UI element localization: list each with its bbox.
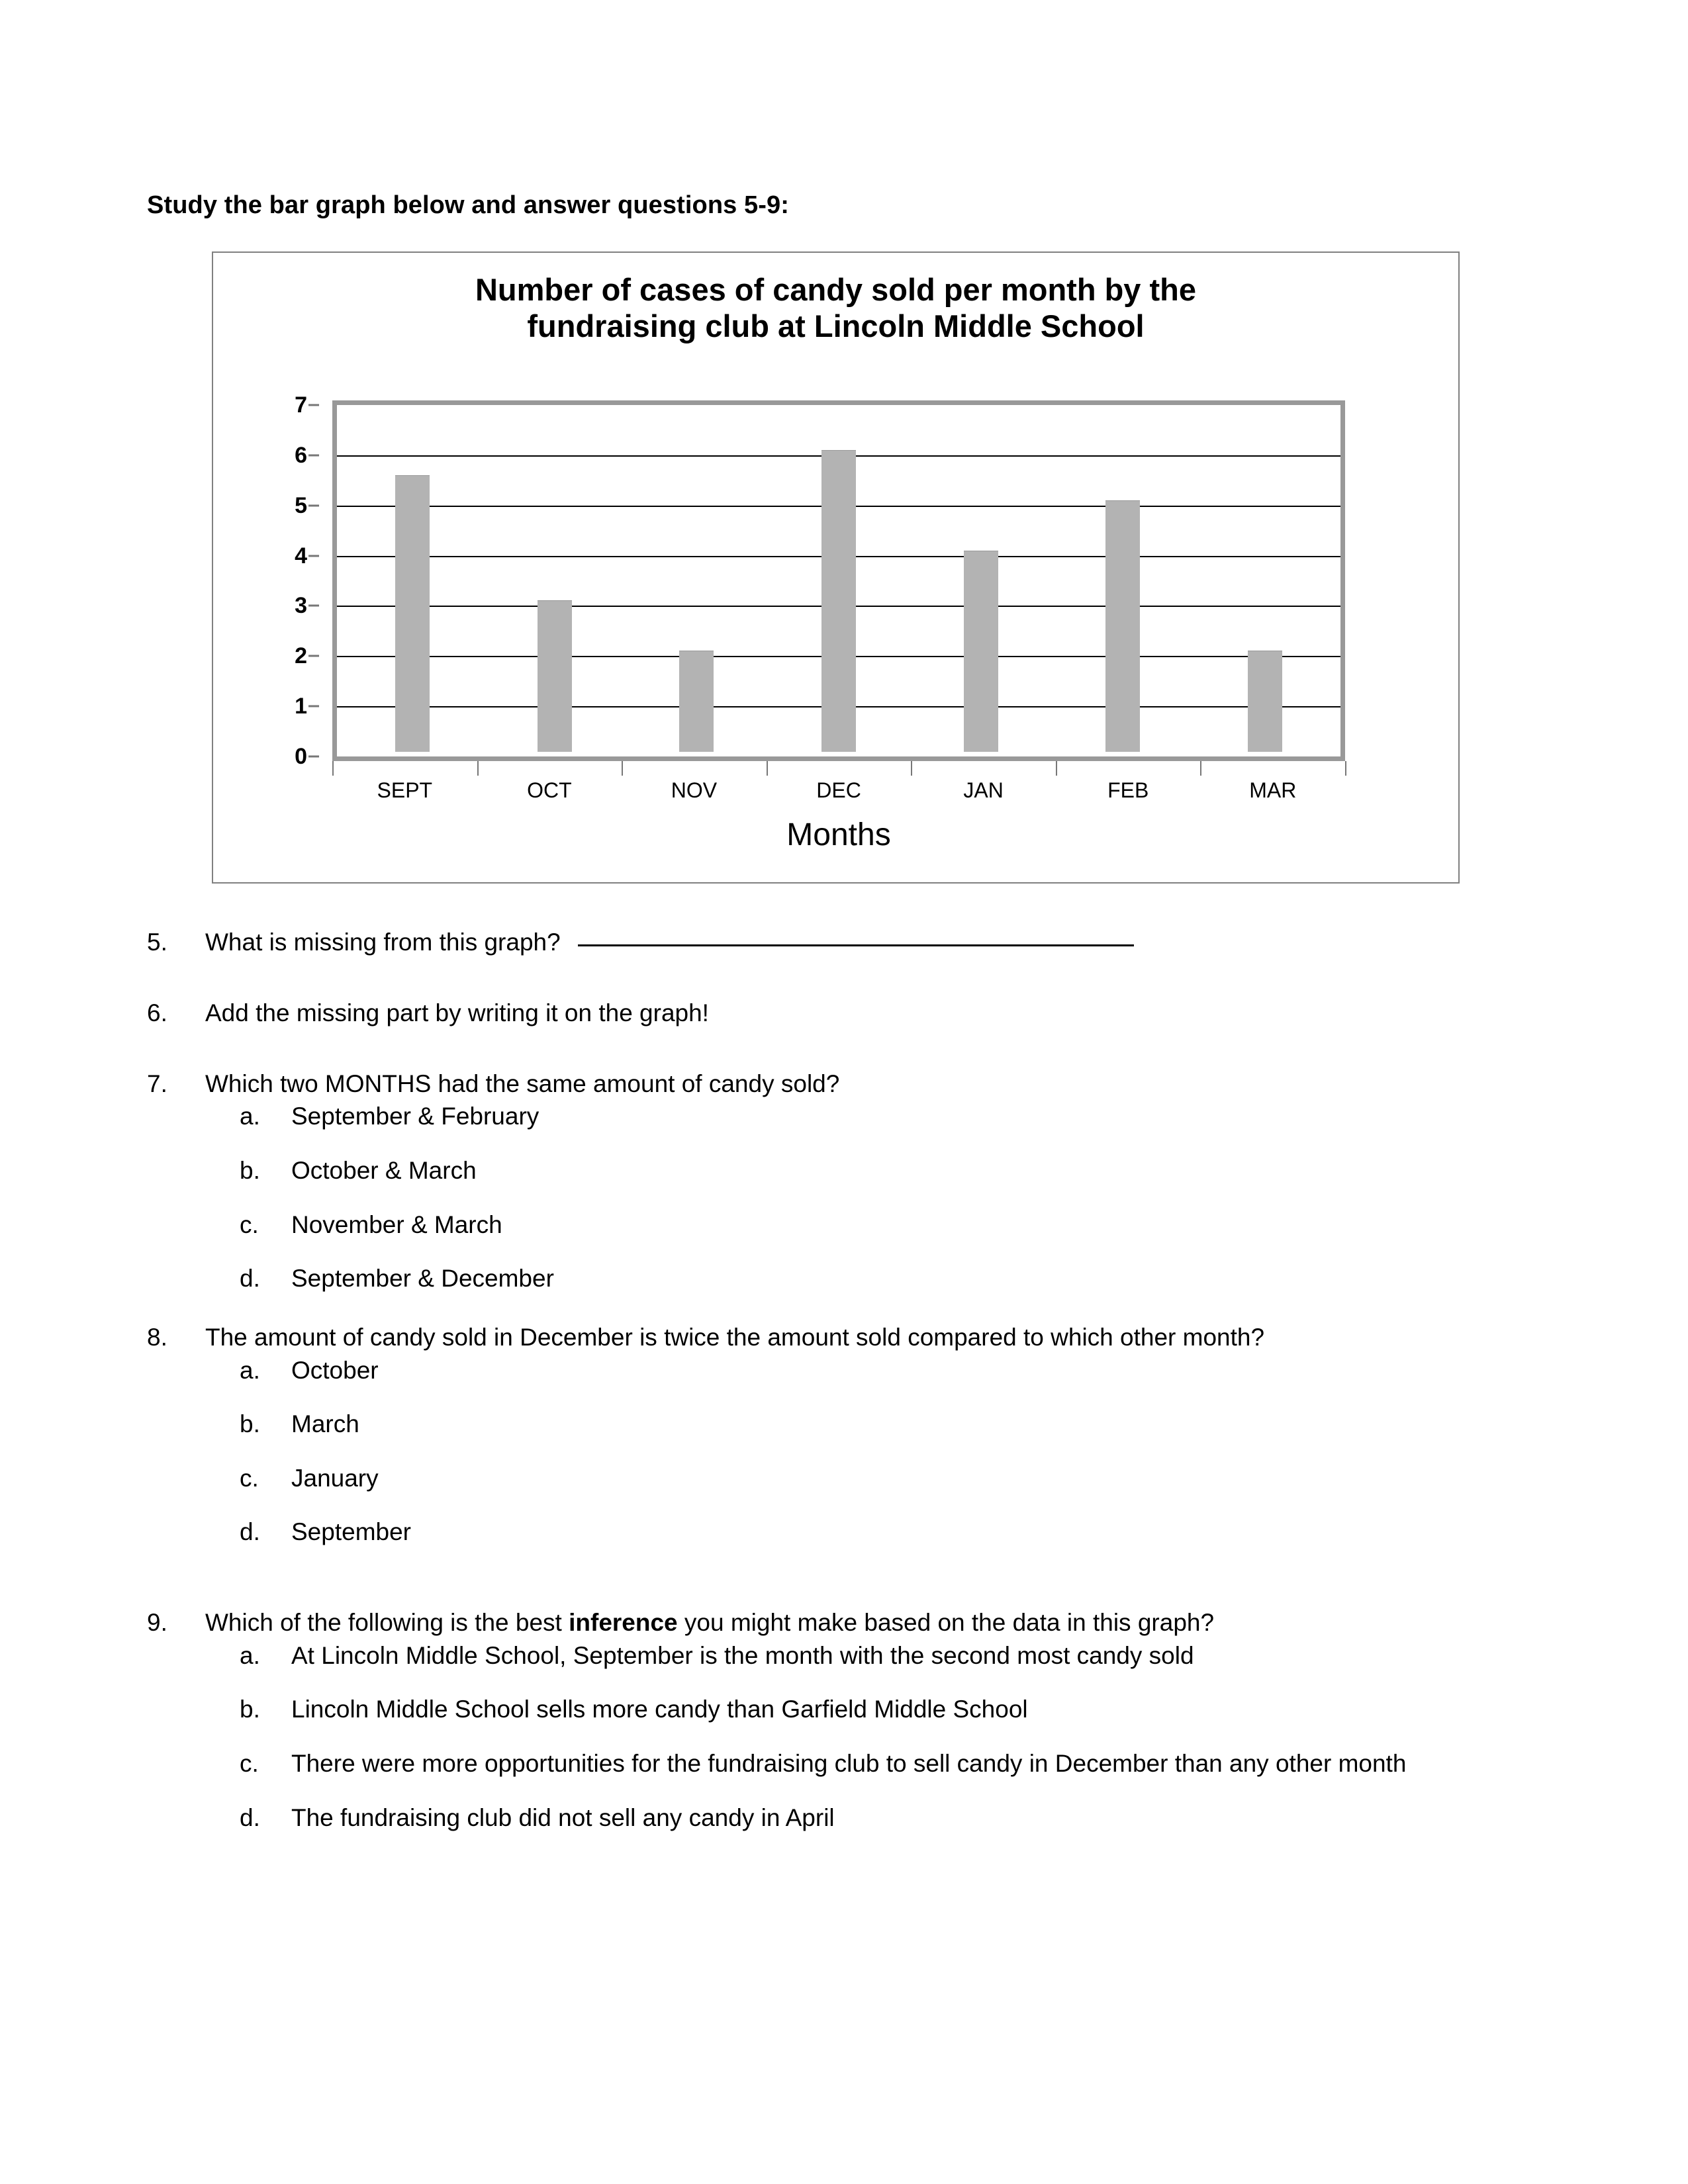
x-tick-mark: [767, 761, 768, 776]
option-text: September & February: [291, 1103, 539, 1130]
spacer: [147, 1030, 1544, 1068]
bar-nov: [679, 651, 714, 752]
option-list: [147, 1100, 1544, 1295]
x-axis-labels: [332, 778, 1345, 803]
spacer: [147, 1549, 1544, 1607]
question-number: 9.: [147, 1608, 167, 1636]
option-letter: b.: [240, 1696, 260, 1723]
y-tick-label: 0: [295, 744, 307, 769]
x-tick-label: DEC: [816, 778, 861, 802]
option-letter: c.: [240, 1749, 259, 1777]
option-list: [147, 1639, 1544, 1834]
question-line: [147, 1607, 1544, 1639]
option-text: There were more opportunities for the fundraising club to sell candy in December than any other month: [291, 1749, 1407, 1777]
instruction-heading: Study the bar graph below and answer questions 5-9:: [147, 191, 790, 219]
spacer: [147, 1295, 1544, 1322]
spacer: [147, 1672, 1544, 1693]
option-letter: a.: [240, 1356, 260, 1384]
question-number: 6.: [147, 999, 167, 1026]
question-line: [147, 1068, 1544, 1101]
x-tick-mark: [332, 761, 334, 776]
x-axis-title: Months: [786, 817, 891, 852]
option-text: September: [291, 1518, 411, 1546]
bar-oct: [538, 600, 572, 752]
question-text: The amount of candy sold in December is twice the amount sold compared to which other month?: [205, 1323, 1265, 1351]
bar-jan: [964, 551, 998, 752]
option-list: [147, 1354, 1544, 1549]
spacer: [147, 1133, 1544, 1154]
y-tick-label: 1: [295, 694, 307, 719]
option-item[interactable]: [147, 1100, 1544, 1133]
option-text: October: [291, 1356, 379, 1384]
emphasized-term: inference: [569, 1608, 678, 1636]
bar-feb: [1105, 500, 1140, 752]
y-tick-mark: [308, 655, 319, 657]
bar-series: [342, 410, 1336, 752]
option-item[interactable]: [147, 1462, 1544, 1495]
option-letter: c.: [240, 1464, 259, 1492]
plot-wrap: [295, 392, 1345, 852]
option-letter: a.: [240, 1641, 260, 1669]
y-tick-label: 5: [295, 492, 307, 518]
bar-slot: [626, 410, 768, 752]
option-item[interactable]: [147, 1693, 1544, 1726]
y-tick-mark: [308, 454, 319, 456]
option-item[interactable]: [147, 1801, 1544, 1835]
question-block: [147, 1068, 1544, 1295]
x-tick-mark: [1345, 761, 1346, 776]
plot-area: [332, 400, 1345, 761]
chart-title-line-1: Number of cases of candy sold per month by the: [475, 272, 1197, 307]
option-letter: d.: [240, 1518, 260, 1546]
bar-chart-container: [212, 251, 1460, 884]
y-tick-mark: [308, 555, 319, 557]
option-text: September & December: [291, 1265, 554, 1293]
y-tick-label: 6: [295, 442, 307, 468]
spacer: [147, 1441, 1544, 1462]
x-tick-label: NOV: [671, 778, 718, 802]
option-letter: d.: [240, 1265, 260, 1293]
question-block: [147, 1322, 1544, 1549]
chart-title: [213, 271, 1458, 345]
option-text: October & March: [291, 1157, 477, 1185]
bar-sept: [395, 475, 430, 752]
x-tick-label: MAR: [1249, 778, 1297, 802]
spacer: [147, 1187, 1544, 1208]
spacer: [147, 1726, 1544, 1747]
bar-mar: [1248, 651, 1282, 752]
question-block: [147, 1607, 1544, 1834]
question-text: Add the missing part by writing it on the graph!: [205, 999, 709, 1026]
chart-title-line-2: fundraising club at Lincoln Middle School: [527, 308, 1145, 344]
option-text: January: [291, 1464, 379, 1492]
question-block: [147, 927, 1544, 959]
bar-dec: [821, 450, 856, 752]
bar-slot: [1052, 410, 1194, 752]
x-tick-label: SEPT: [377, 778, 433, 802]
bar-slot: [342, 410, 484, 752]
spacer: [147, 1241, 1544, 1262]
x-tick-label: OCT: [527, 778, 572, 802]
x-tick-label: FEB: [1107, 778, 1149, 802]
option-text: November & March: [291, 1210, 502, 1238]
y-tick-label: 3: [295, 593, 307, 619]
questions-list: [147, 927, 1544, 1834]
x-tick-mark: [1200, 761, 1201, 776]
option-item[interactable]: [147, 1262, 1544, 1295]
option-item[interactable]: [147, 1516, 1544, 1549]
y-axis: [259, 388, 319, 773]
question-number: 5.: [147, 929, 167, 956]
option-letter: b.: [240, 1157, 260, 1185]
y-tick-mark: [308, 705, 319, 707]
option-text: The fundraising club did not sell any candy in April: [291, 1803, 835, 1831]
x-tick-mark: [1056, 761, 1057, 776]
x-axis-ticks: [332, 761, 1345, 776]
question-line: [147, 997, 1544, 1030]
question-line: [147, 1322, 1544, 1354]
bar-slot: [1194, 410, 1336, 752]
option-item[interactable]: [147, 1747, 1544, 1780]
x-tick-mark: [911, 761, 912, 776]
y-tick-label: 7: [295, 392, 307, 418]
option-text: At Lincoln Middle School, September is the month with the second most candy sold: [291, 1641, 1194, 1669]
x-tick-mark: [622, 761, 623, 776]
question-text: What is missing from this graph?: [205, 927, 1544, 959]
y-tick-mark: [308, 756, 319, 758]
y-tick-label: 2: [295, 643, 307, 669]
x-tick-mark: [477, 761, 479, 776]
question-block: [147, 997, 1544, 1030]
x-tick-label: JAN: [963, 778, 1004, 802]
y-tick-mark: [308, 404, 319, 406]
option-letter: c.: [240, 1210, 259, 1238]
option-text: Lincoln Middle School sells more candy than Garfield Middle School: [291, 1696, 1028, 1723]
bar-slot: [910, 410, 1052, 752]
spacer: [147, 1494, 1544, 1516]
option-item[interactable]: [147, 1639, 1544, 1672]
option-letter: d.: [240, 1803, 260, 1831]
spacer: [147, 1780, 1544, 1801]
question-number: 8.: [147, 1323, 167, 1351]
answer-blank-line[interactable]: [578, 927, 1134, 946]
bar-slot: [484, 410, 626, 752]
question-text: Which of the following is the best inference you might make based on the data in this graph?: [205, 1608, 1215, 1636]
spacer: [147, 959, 1544, 997]
option-text: March: [291, 1410, 359, 1438]
option-item[interactable]: [147, 1208, 1544, 1242]
option-item[interactable]: [147, 1154, 1544, 1187]
question-number: 7.: [147, 1069, 167, 1097]
option-letter: a.: [240, 1103, 260, 1130]
y-tick-mark: [308, 504, 319, 506]
spacer: [147, 1387, 1544, 1408]
y-tick-label: 4: [295, 543, 307, 569]
option-item[interactable]: [147, 1354, 1544, 1387]
bar-slot: [768, 410, 910, 752]
y-tick-mark: [308, 605, 319, 607]
question-line: [147, 927, 1544, 959]
option-item[interactable]: [147, 1408, 1544, 1441]
option-letter: b.: [240, 1410, 260, 1438]
question-text: Which two MONTHS had the same amount of candy sold?: [205, 1069, 840, 1097]
